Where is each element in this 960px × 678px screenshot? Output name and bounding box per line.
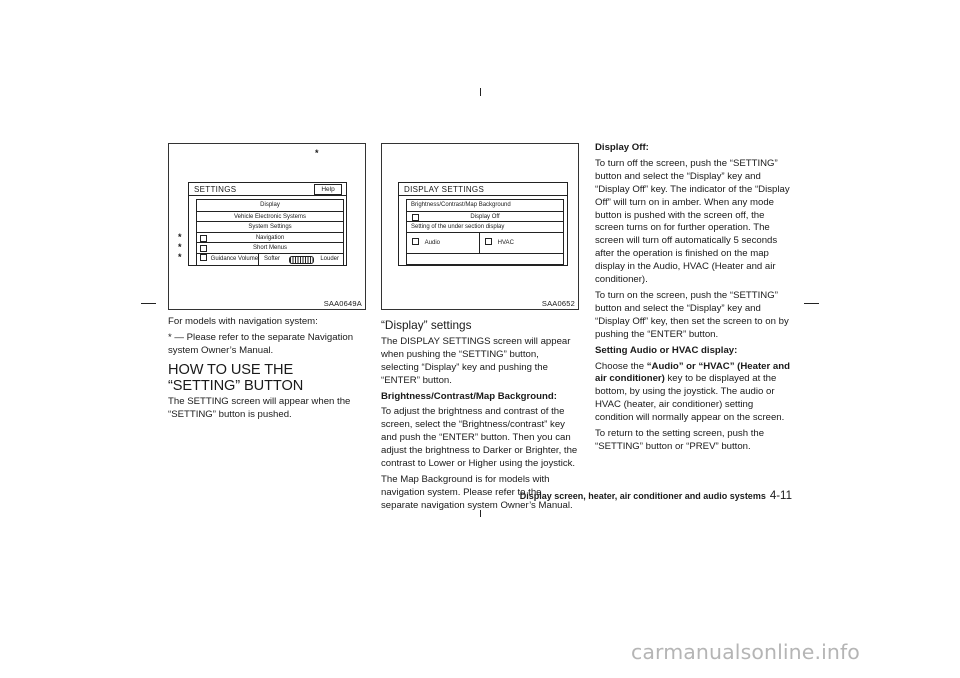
- guidance-volume-label: Guidance Volume: [210, 255, 259, 262]
- checkbox-icon: [200, 245, 207, 252]
- hvac-option[interactable]: HVAC: [485, 238, 514, 249]
- figure-code: SAA0649A: [323, 299, 362, 308]
- paragraph: The Map Background is for models with navigation system. Please refer to the separate navigation system Owner’s Manual.: [381, 473, 573, 511]
- menu-item-short-menus[interactable]: Short Menus: [197, 242, 343, 254]
- display-off-option[interactable]: Display Off: [407, 211, 563, 223]
- star-marker: *: [178, 252, 182, 262]
- subheading: Brightness/Contrast/Map Background:: [381, 390, 557, 402]
- display-settings-screen: [398, 182, 568, 266]
- page-footer: [520, 490, 792, 502]
- subheading: Setting Audio or HVAC display:: [595, 344, 738, 356]
- paragraph: To adjust the brightness and contrast of the screen, select the “Brightness/contrast” key and push the “ENTER” button. Then you can adjust the brightness to Darker or Brighter, the contrast to Lower or Higher using the joystick.: [381, 406, 578, 470]
- column-3: [595, 142, 793, 457]
- watermark: carmanualsonline.info: [631, 640, 860, 664]
- screen-title: DISPLAY SETTINGS: [404, 185, 485, 194]
- audio-option[interactable]: Audio: [412, 238, 440, 249]
- help-key[interactable]: Help: [314, 184, 342, 195]
- paragraph: The DISPLAY SETTINGS screen will appear when pushing the “SETTING” button, selecting “Display” key and pushing the “ENTER” button.: [381, 335, 571, 386]
- figure-code: SAA0652: [541, 299, 575, 308]
- figure-settings: [168, 143, 366, 310]
- footer-title: Display screen, heater, air conditioner and audio systems: [519, 491, 766, 501]
- display-settings-panel: [406, 199, 564, 265]
- checkbox-icon: [485, 238, 492, 245]
- section-heading: “Display” settings: [381, 318, 472, 332]
- crop-mark-right: [804, 303, 819, 304]
- checkbox-icon: [412, 214, 419, 221]
- screen-title: SETTINGS: [194, 185, 237, 194]
- volume-slider[interactable]: [289, 256, 314, 264]
- star-marker: *: [178, 232, 182, 242]
- column-2: [381, 313, 578, 516]
- paragraph: Choose the “Audio” or “HVAC” (Heater and air conditioner) key to be displayed at the bottom, by using the joystick. The audio or HVAC (heater, air conditioner) setting condition will normally appear on the screen.: [595, 360, 790, 424]
- volume-louder-label: Louder: [320, 255, 339, 262]
- brightness-contrast-map-background[interactable]: Brightness/Contrast/Map Background: [411, 202, 511, 208]
- paragraph: For models with navigation system:: [168, 316, 318, 327]
- menu-item-system-settings[interactable]: System Settings: [197, 221, 343, 233]
- checkbox-icon: [412, 238, 419, 245]
- settings-menu: [196, 199, 344, 265]
- paragraph: To return to the setting screen, push the “SETTING” button or “PREV” button.: [595, 428, 765, 452]
- paragraph: To turn on the screen, push the “SETTING” button and select the “Display” key and “Display Off” key, then set the screen to on by pushing the “ENTER” button.: [595, 289, 789, 340]
- figure-display-settings: [381, 143, 579, 310]
- star-marker: *: [315, 148, 319, 158]
- checkbox-icon: [200, 254, 207, 261]
- guidance-volume-row[interactable]: [197, 253, 343, 265]
- paragraph: * — Please refer to the separate Navigation system Owner’s Manual.: [168, 331, 354, 356]
- subheading: Display Off:: [595, 142, 649, 153]
- page-number: 4-11: [769, 490, 792, 502]
- crop-mark-top: [480, 88, 481, 96]
- paragraph: The SETTING screen will appear when the “SETTING” button is pushed.: [168, 395, 351, 420]
- menu-item-display[interactable]: Display: [260, 202, 280, 208]
- menu-item-navigation[interactable]: Navigation: [197, 232, 343, 244]
- crop-mark-left: [141, 303, 156, 304]
- settings-screen: [188, 182, 347, 266]
- section-heading: HOW TO USE THE “SETTING” BUTTON: [168, 361, 304, 394]
- volume-softer-label: Softer: [264, 255, 281, 262]
- column-1: [168, 316, 366, 425]
- paragraph: To turn off the screen, push the “SETTING” button and select the “Display” key and “Display Off” key. The indicator of the “Display Off” will turn on in amber. When any mode button is pushed with the screen off, the screen turns on for further operation. The screen will turn off automatically 5 seconds after the operation is finished on the map display in the Audio, HVAC (Heater and air conditioner).: [595, 157, 790, 286]
- under-section-display-heading: Setting of the under section display: [407, 221, 563, 233]
- bottom-display-options: [407, 232, 563, 254]
- star-marker: *: [178, 242, 182, 252]
- menu-item-vehicle-electronic-systems[interactable]: Vehicle Electronic Systems: [197, 211, 343, 223]
- checkbox-icon: [200, 235, 207, 242]
